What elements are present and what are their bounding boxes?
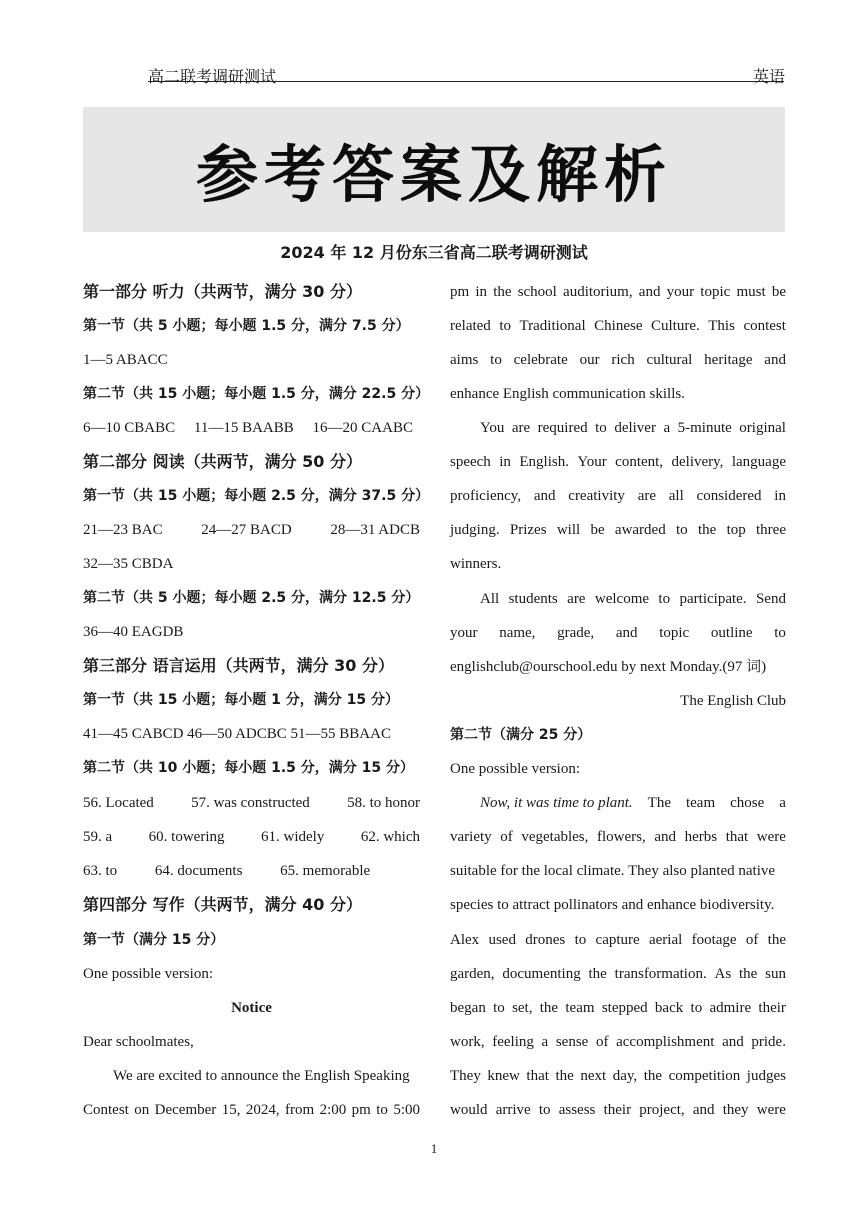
word: all bbox=[668, 488, 684, 504]
part1-heading: 第一部分 听力（共两节，满分 30 分） bbox=[83, 282, 362, 301]
text-line bbox=[450, 861, 786, 881]
text-line bbox=[450, 418, 786, 438]
word: they bbox=[722, 1102, 749, 1118]
word: three bbox=[756, 522, 786, 538]
word: herbs bbox=[684, 829, 718, 845]
word: speech bbox=[450, 454, 491, 470]
p1-section2-heading: 第二节（共 15 小题；每小题 1.5 分，满分 22.5 分） bbox=[83, 386, 430, 402]
word: and bbox=[722, 1034, 744, 1050]
word: related bbox=[450, 318, 491, 334]
header-right: 英语 bbox=[753, 69, 786, 86]
word: in bbox=[774, 488, 786, 504]
word: stepped bbox=[601, 1000, 648, 1016]
answer-item: 59. a bbox=[83, 829, 113, 845]
word: to bbox=[376, 1102, 388, 1118]
word: and bbox=[533, 488, 556, 504]
word: that bbox=[526, 1068, 549, 1084]
word: transformation. bbox=[614, 966, 707, 982]
word: aerial bbox=[648, 932, 683, 948]
word: will bbox=[556, 522, 581, 538]
word: Alex bbox=[450, 932, 480, 948]
word: the bbox=[539, 1000, 559, 1016]
word: to bbox=[690, 1000, 703, 1016]
word: accomplishment bbox=[616, 1034, 715, 1050]
word: welcome bbox=[594, 591, 650, 607]
word: of bbox=[595, 1034, 609, 1050]
story-lead-italic: Now, it was time to plant. bbox=[480, 795, 633, 811]
word: grade, bbox=[557, 625, 595, 641]
word: English. bbox=[519, 454, 569, 470]
answer-item: 63. to bbox=[83, 863, 118, 879]
word: began bbox=[450, 1000, 486, 1016]
word: species to attract pollinators and enhance biodiversity. bbox=[450, 897, 775, 913]
p2-section1-answers bbox=[83, 520, 420, 540]
word: 5:00 bbox=[393, 1102, 420, 1118]
word: are bbox=[567, 591, 586, 607]
word: topic bbox=[659, 625, 690, 641]
word: delivery, bbox=[671, 454, 724, 470]
word: Culture. bbox=[651, 318, 700, 334]
word: to bbox=[490, 352, 502, 368]
text-line bbox=[450, 623, 786, 643]
text-line bbox=[450, 1032, 786, 1052]
word: participate. bbox=[679, 591, 747, 607]
word: are bbox=[511, 420, 531, 436]
p2-section1-heading: 第一节（共 15 小题；每小题 2.5 分，满分 37.5 分） bbox=[83, 488, 430, 504]
word: capture bbox=[595, 932, 640, 948]
answer-item: 58. to honor bbox=[347, 795, 420, 811]
page-number: 1 bbox=[430, 1141, 438, 1156]
word: project, bbox=[639, 1102, 685, 1118]
word: vegetables, bbox=[521, 829, 589, 845]
word: of bbox=[745, 932, 759, 948]
text-line bbox=[450, 998, 786, 1018]
p3-section1-answers: 41—45 CABCD 46—50 ADCBC 51—55 BBAAC bbox=[83, 726, 391, 742]
word: Contest bbox=[83, 1102, 129, 1118]
word: 5-minute bbox=[677, 420, 732, 436]
word: Send bbox=[755, 591, 786, 607]
word: 2024, bbox=[245, 1102, 280, 1118]
word: As bbox=[714, 966, 732, 982]
word: enhance English communication skills. bbox=[450, 386, 685, 402]
word: must bbox=[736, 284, 766, 300]
word: suitable for the local climate. They also planted native bbox=[450, 863, 776, 879]
word: You bbox=[480, 420, 505, 436]
word: your bbox=[450, 625, 478, 641]
word: the bbox=[493, 284, 512, 300]
answer-item: 64. documents bbox=[154, 863, 243, 879]
word: sense bbox=[555, 1034, 589, 1050]
word: our bbox=[579, 352, 600, 368]
word: on bbox=[134, 1102, 150, 1118]
word: the bbox=[643, 1068, 663, 1084]
text-line bbox=[450, 486, 786, 506]
word: All bbox=[480, 591, 500, 607]
text-line bbox=[450, 1066, 786, 1086]
word: and bbox=[615, 625, 638, 641]
p3-section2-row bbox=[83, 827, 420, 847]
word: that bbox=[725, 829, 749, 845]
word: of bbox=[500, 829, 513, 845]
word: assess bbox=[558, 1102, 596, 1118]
word: auditorium, bbox=[563, 284, 633, 300]
text-line bbox=[450, 827, 786, 847]
word: The bbox=[647, 795, 671, 811]
word: cultural bbox=[646, 352, 693, 368]
word: the bbox=[697, 522, 717, 538]
answer-group: 28—31 ADCB bbox=[330, 522, 420, 538]
word: the bbox=[555, 1068, 574, 1084]
word: contest bbox=[743, 318, 786, 334]
word: aims bbox=[450, 352, 479, 368]
word: to bbox=[595, 420, 607, 436]
word: creativity bbox=[568, 488, 625, 504]
word: Prizes bbox=[509, 522, 547, 538]
page-subtitle: 2024 年 12 月份东三省高二联考调研测试 bbox=[280, 243, 588, 262]
signature: The English Club bbox=[680, 693, 786, 709]
word: from bbox=[285, 1102, 315, 1118]
text-line bbox=[450, 589, 786, 609]
word: feeling bbox=[492, 1034, 534, 1050]
word: the bbox=[588, 966, 607, 982]
word: to bbox=[499, 318, 511, 334]
text-line bbox=[450, 554, 786, 574]
word: judging. bbox=[450, 522, 500, 538]
word: next bbox=[580, 1068, 607, 1084]
p4-section1-heading: 第一节（满分 15 分） bbox=[83, 932, 225, 948]
answer-item: 65. memorable bbox=[280, 863, 371, 879]
header-rule bbox=[148, 81, 784, 82]
word: their bbox=[758, 1000, 786, 1016]
notice-body-line bbox=[83, 1100, 420, 1120]
word: be bbox=[771, 284, 786, 300]
version-label: One possible version: bbox=[83, 966, 213, 982]
text-line bbox=[450, 350, 786, 370]
word: variety bbox=[450, 829, 492, 845]
text-line bbox=[450, 657, 786, 677]
word: are bbox=[637, 488, 656, 504]
word: Your bbox=[577, 454, 607, 470]
banner bbox=[83, 107, 785, 232]
notice-body-line: We are excited to announce the English Speaking bbox=[113, 1068, 410, 1084]
word: competition bbox=[668, 1068, 741, 1084]
word: pm bbox=[450, 284, 470, 300]
word: celebrate bbox=[513, 352, 568, 368]
word: documenting bbox=[502, 966, 581, 982]
answer-item: 57. was constructed bbox=[191, 795, 310, 811]
part4-heading: 第四部分 写作（共两节，满分 40 分） bbox=[83, 895, 362, 914]
word: set, bbox=[512, 1000, 533, 1016]
word: Traditional bbox=[519, 318, 586, 334]
word: day, bbox=[612, 1068, 638, 1084]
text-line bbox=[450, 452, 786, 472]
word: outline bbox=[710, 625, 753, 641]
word: and bbox=[654, 829, 677, 845]
version-label: One possible version: bbox=[450, 761, 580, 777]
word: to bbox=[774, 625, 786, 641]
word: sun bbox=[765, 966, 786, 982]
word: and bbox=[692, 1102, 715, 1118]
header-left: 高二联考调研测试 bbox=[148, 69, 277, 86]
word: proficiency, bbox=[450, 488, 522, 504]
text-line bbox=[450, 964, 786, 984]
p2-section1-answers-cont: 32—35 CBDA bbox=[83, 556, 174, 572]
word: work, bbox=[450, 1034, 485, 1050]
p3-section2-row bbox=[83, 793, 420, 813]
word: deliver bbox=[614, 420, 656, 436]
greeting: Dear schoolmates, bbox=[83, 1034, 194, 1050]
p1-section1-heading: 第一节（共 5 小题；每小题 1.5 分，满分 7.5 分） bbox=[83, 318, 410, 334]
word: December bbox=[154, 1102, 217, 1118]
p3-section1-heading: 第一节（共 15 小题；每小题 1 分，满分 15 分） bbox=[83, 692, 399, 708]
word: pride. bbox=[751, 1034, 786, 1050]
word: team bbox=[685, 795, 716, 811]
p4-section2-heading: 第二节（满分 25 分） bbox=[450, 727, 592, 743]
text-line bbox=[450, 384, 786, 404]
word: to bbox=[538, 1102, 551, 1118]
word: in bbox=[499, 454, 511, 470]
word: a bbox=[541, 1034, 549, 1050]
word: back bbox=[654, 1000, 684, 1016]
word: englishclub@ourschool.edu by next Monday.(97 词) bbox=[450, 659, 767, 675]
text-line bbox=[450, 520, 786, 540]
word: Chinese bbox=[594, 318, 643, 334]
word: students bbox=[508, 591, 558, 607]
answer-group: 6—10 CBABC bbox=[83, 420, 176, 436]
word: the bbox=[767, 932, 786, 948]
answer-group: 16—20 CAABC bbox=[312, 420, 413, 436]
part2-heading: 第二部分 阅读（共两节，满分 50 分） bbox=[83, 452, 362, 471]
word: footage bbox=[691, 932, 737, 948]
word: heritage bbox=[704, 352, 753, 368]
word: a bbox=[663, 420, 671, 436]
p3-section2-heading: 第二节（共 10 小题；每小题 1.5 分，满分 15 分） bbox=[83, 760, 415, 776]
word: content, bbox=[615, 454, 664, 470]
word: admire bbox=[709, 1000, 752, 1016]
word: winners. bbox=[450, 556, 502, 572]
answer-group: 24—27 BACD bbox=[201, 522, 292, 538]
p2-section2-heading: 第二节（共 5 小题；每小题 2.5 分，满分 12.5 分） bbox=[83, 590, 420, 606]
answer-group: 11—15 BAABB bbox=[193, 420, 294, 436]
word: language bbox=[731, 454, 786, 470]
word: were bbox=[756, 829, 786, 845]
story-lead-line bbox=[450, 793, 786, 813]
text-line bbox=[450, 282, 786, 302]
answer-item: 60. towering bbox=[148, 829, 225, 845]
word: their bbox=[603, 1102, 632, 1118]
answer-item: 62. which bbox=[360, 829, 420, 845]
word: 15, bbox=[221, 1102, 241, 1118]
word: the bbox=[739, 966, 758, 982]
part3-heading: 第三部分 语言运用（共两节，满分 30 分） bbox=[83, 656, 394, 675]
word: drones bbox=[525, 932, 566, 948]
banner-title: 参考答案及解析 bbox=[195, 138, 672, 211]
answer-group: 21—23 BAC bbox=[83, 522, 163, 538]
p3-section2-row bbox=[83, 861, 420, 881]
word: chose bbox=[730, 795, 765, 811]
word: top bbox=[726, 522, 746, 538]
word: and bbox=[764, 352, 786, 368]
word: original bbox=[739, 420, 786, 436]
text-line bbox=[450, 930, 786, 950]
p1-section1-answers: 1—5 ABACC bbox=[83, 352, 168, 368]
word: judges bbox=[746, 1068, 786, 1084]
word: awarded bbox=[614, 522, 666, 538]
p2-section2-answers: 36—40 EAGDB bbox=[83, 624, 184, 640]
word: and bbox=[638, 284, 661, 300]
word: your bbox=[666, 284, 695, 300]
text-line bbox=[450, 895, 786, 915]
word: knew bbox=[487, 1068, 520, 1084]
word: topic bbox=[700, 284, 731, 300]
word: were bbox=[756, 1102, 786, 1118]
word: to bbox=[493, 1000, 505, 1016]
word: used bbox=[488, 932, 516, 948]
word: flowers, bbox=[597, 829, 646, 845]
answer-item: 56. Located bbox=[83, 795, 154, 811]
word: be bbox=[590, 522, 605, 538]
text-line bbox=[450, 316, 786, 336]
word: to bbox=[676, 522, 688, 538]
word: required bbox=[537, 420, 588, 436]
word: considered bbox=[696, 488, 762, 504]
word: school bbox=[517, 284, 557, 300]
text-line bbox=[450, 1100, 786, 1120]
word: garden, bbox=[450, 966, 495, 982]
word: This bbox=[708, 318, 735, 334]
word: 2:00 bbox=[319, 1102, 347, 1118]
notice-title: Notice bbox=[231, 1000, 272, 1016]
word: They bbox=[450, 1068, 481, 1084]
word: name, bbox=[499, 625, 536, 641]
p1-section2-answers bbox=[83, 418, 413, 438]
answer-item: 61. widely bbox=[261, 829, 325, 845]
word: team bbox=[565, 1000, 595, 1016]
word: to bbox=[574, 932, 587, 948]
word: would bbox=[450, 1102, 488, 1118]
word: a bbox=[779, 795, 786, 811]
word: rich bbox=[611, 352, 635, 368]
word: to bbox=[658, 591, 671, 607]
word: in bbox=[475, 284, 488, 300]
word: pm bbox=[351, 1102, 371, 1118]
word: arrive bbox=[495, 1102, 531, 1118]
